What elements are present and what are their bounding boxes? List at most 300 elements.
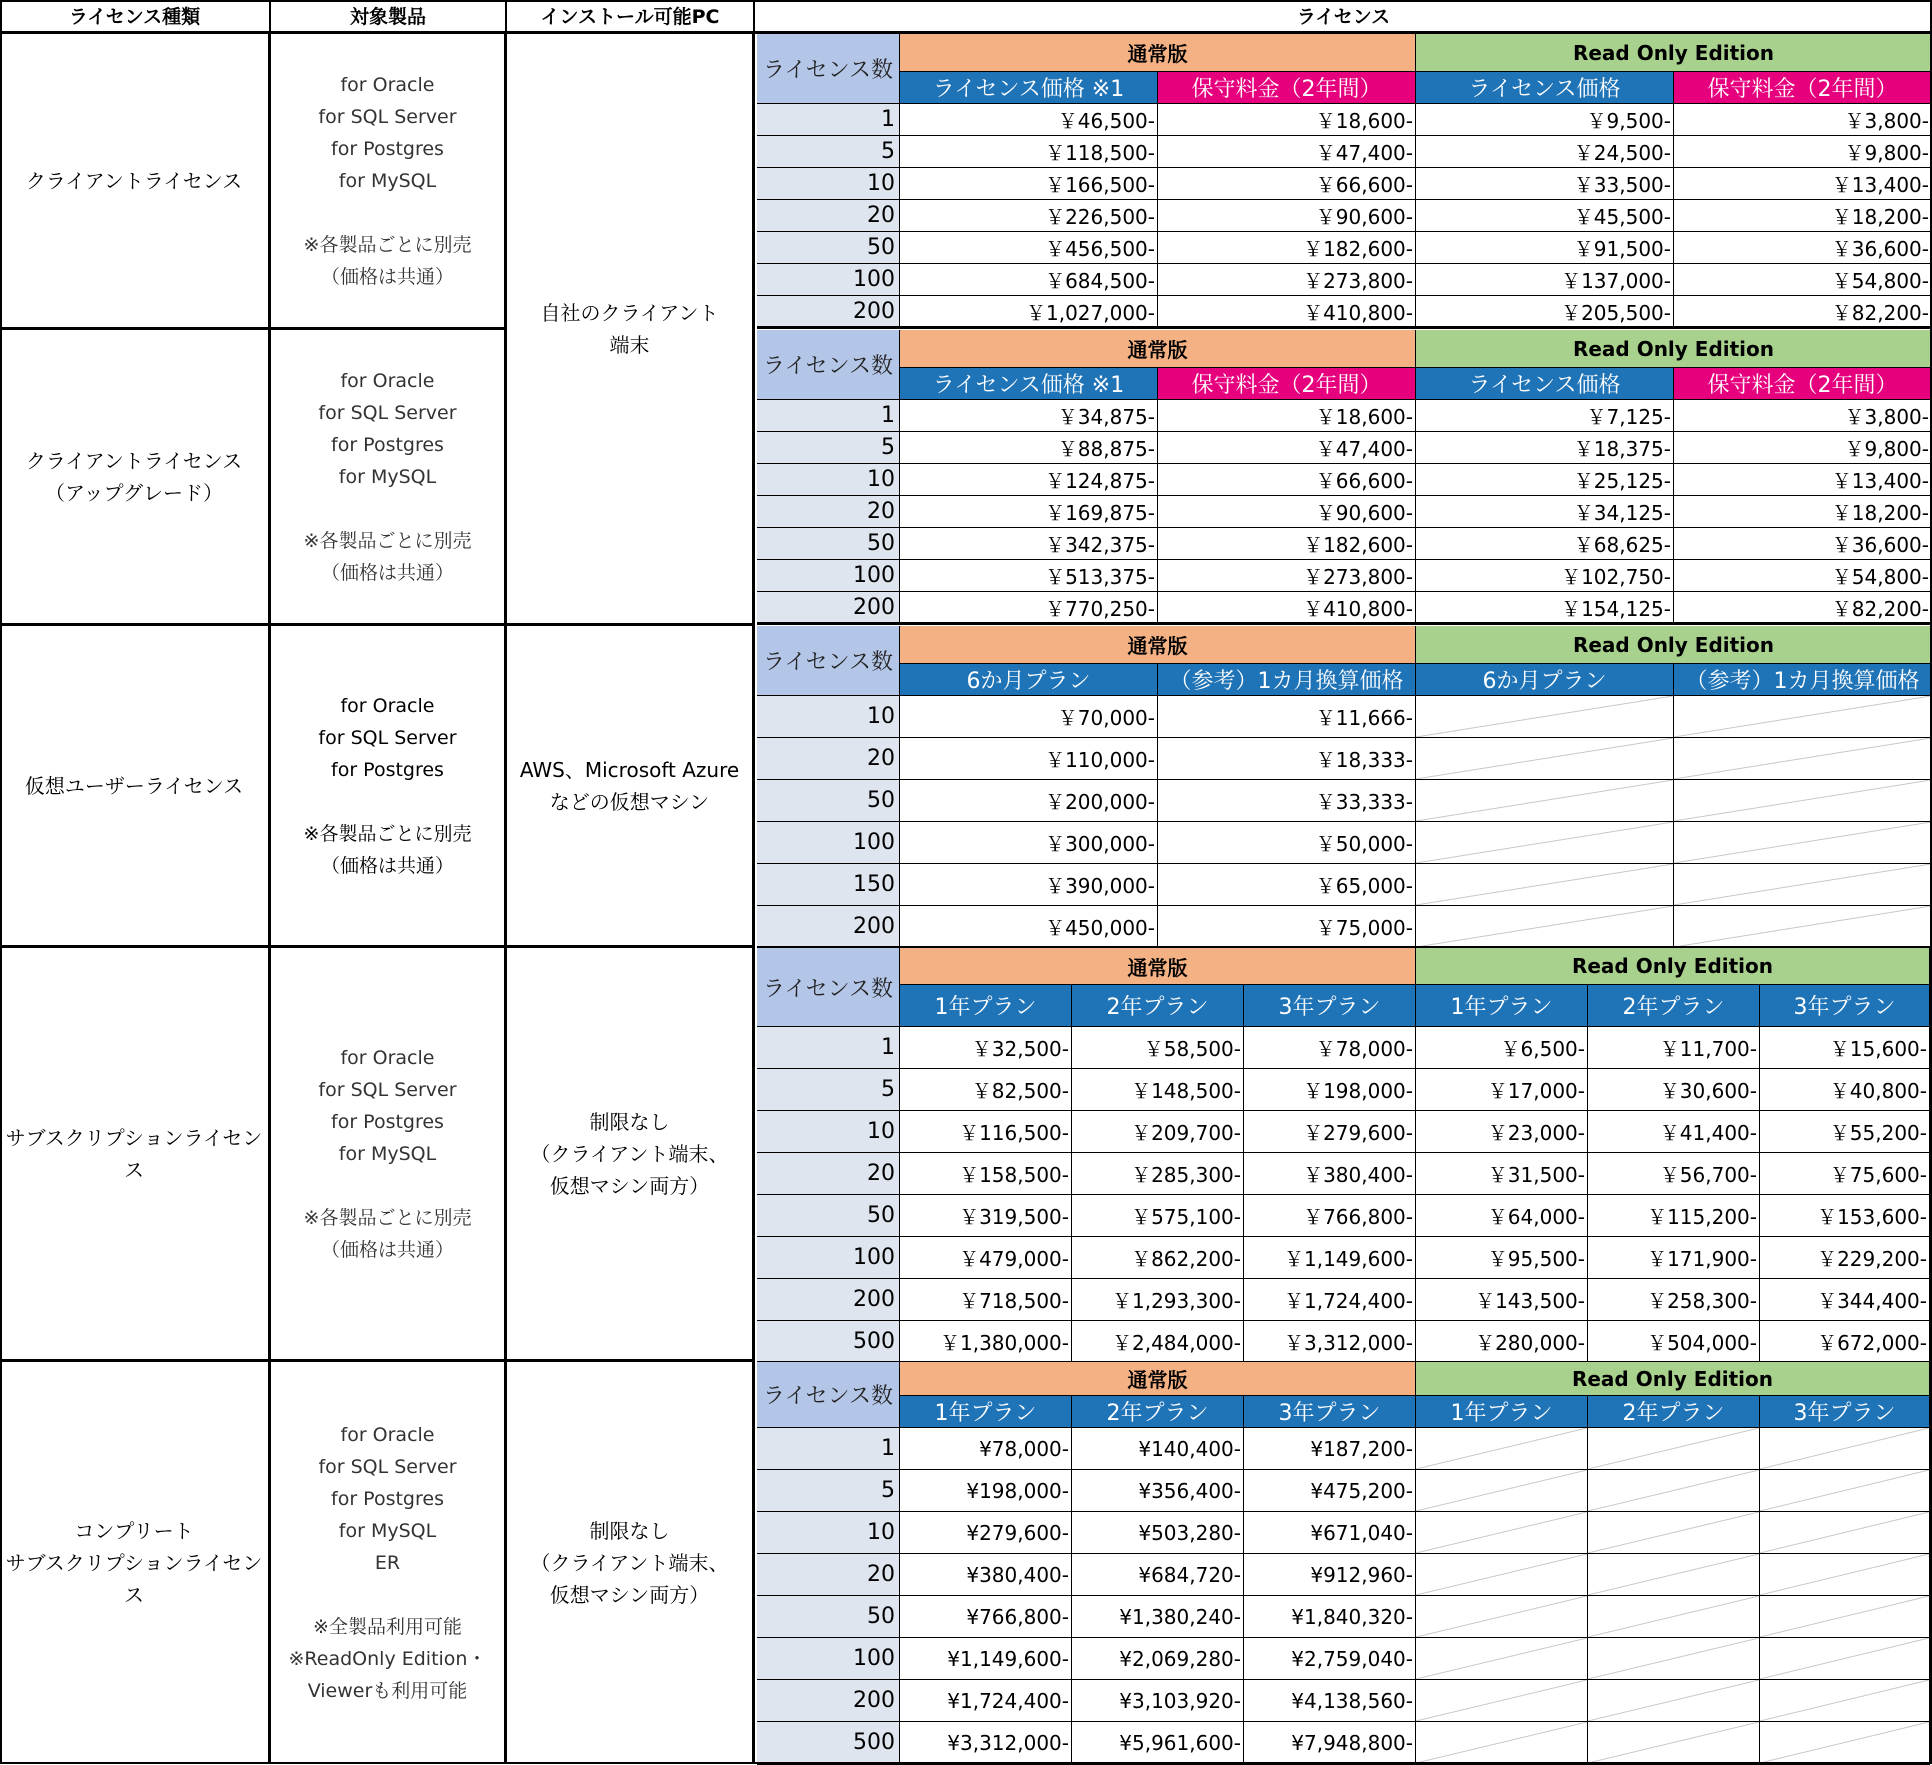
price-cell: ¥475,200- bbox=[1244, 1470, 1416, 1512]
license-type-cell bbox=[0, 948, 271, 1362]
license-count: 5 bbox=[757, 1470, 900, 1512]
products-cell bbox=[271, 626, 507, 948]
price-cell: ￥18,375- bbox=[1416, 432, 1674, 464]
column-header: 保守料金（2年間） bbox=[1158, 368, 1416, 400]
license-type-cell bbox=[0, 330, 271, 626]
column-header: 保守料金（2年間） bbox=[1674, 72, 1932, 104]
header-installable-pc: インストール可能PC bbox=[507, 0, 755, 34]
column-header: 2年プラン bbox=[1588, 985, 1760, 1027]
license-count-header: ライセンス数 bbox=[757, 330, 900, 400]
column-header: 3年プラン bbox=[1244, 1396, 1416, 1428]
price-cell: ￥171,900- bbox=[1588, 1237, 1760, 1279]
empty-cell bbox=[1588, 1428, 1760, 1470]
price-cell: ￥279,600- bbox=[1244, 1111, 1416, 1153]
diagonal-strike bbox=[1416, 906, 1673, 947]
price-cell: ￥11,700- bbox=[1588, 1027, 1760, 1069]
empty-cell bbox=[1416, 1722, 1588, 1764]
license-count: 150 bbox=[757, 864, 900, 906]
price-cell: ￥70,000- bbox=[900, 696, 1158, 738]
price-cell: ￥410,800- bbox=[1158, 592, 1416, 624]
price-cell: ¥1,840,320- bbox=[1244, 1596, 1416, 1638]
license-type-cell bbox=[0, 626, 271, 948]
price-cell: ¥503,280- bbox=[1072, 1512, 1244, 1554]
price-cell: ￥58,500- bbox=[1072, 1027, 1244, 1069]
price-cell: ￥344,400- bbox=[1760, 1279, 1930, 1321]
diagonal-strike bbox=[1416, 696, 1673, 737]
price-cell: ¥3,103,920- bbox=[1072, 1680, 1244, 1722]
diagonal-strike bbox=[1416, 1428, 1587, 1469]
price-cell: ￥116,500- bbox=[900, 1111, 1072, 1153]
normal-edition-header: 通常版 bbox=[900, 34, 1416, 72]
price-cell: ¥187,200- bbox=[1244, 1428, 1416, 1470]
empty-cell bbox=[1760, 1638, 1930, 1680]
price-cell: ￥718,500- bbox=[900, 1279, 1072, 1321]
diagonal-strike bbox=[1760, 1638, 1929, 1679]
price-cell: ￥410,800- bbox=[1158, 296, 1416, 328]
install-cell bbox=[507, 626, 755, 948]
price-cell: ￥137,000- bbox=[1416, 264, 1674, 296]
price-cell: ￥82,500- bbox=[900, 1069, 1072, 1111]
price-cell: ￥36,600- bbox=[1674, 232, 1932, 264]
price-cell: ¥78,000- bbox=[900, 1428, 1072, 1470]
price-cell: ￥15,600- bbox=[1760, 1027, 1930, 1069]
license-count: 200 bbox=[757, 906, 900, 948]
install-cell bbox=[507, 948, 755, 1362]
diagonal-strike bbox=[1416, 1680, 1587, 1721]
empty-cell bbox=[1416, 1596, 1588, 1638]
price-cell: ￥154,125- bbox=[1416, 592, 1674, 624]
price-cell: ￥1,293,300- bbox=[1072, 1279, 1244, 1321]
price-cell: ￥273,800- bbox=[1158, 560, 1416, 592]
column-header: ライセンス価格 bbox=[1416, 72, 1674, 104]
price-cell: ￥118,500- bbox=[900, 136, 1158, 168]
diagonal-strike bbox=[1416, 822, 1673, 863]
price-cell: ￥18,600- bbox=[1158, 104, 1416, 136]
price-cell: ￥504,000- bbox=[1588, 1321, 1760, 1363]
empty-cell bbox=[1416, 1680, 1588, 1722]
diagonal-strike bbox=[1416, 1722, 1587, 1763]
empty-cell bbox=[1588, 1638, 1760, 1680]
products-text: for Oracle for SQL Server for Postgres for MySQL ER ※全製品利用可能 ※ReadOnly Edition・ Viewerも利用可能 bbox=[288, 1424, 487, 1702]
diagonal-strike bbox=[1416, 1638, 1587, 1679]
license-count: 20 bbox=[757, 1554, 900, 1596]
price-cell: ￥68,625- bbox=[1416, 528, 1674, 560]
price-cell: ¥4,138,560- bbox=[1244, 1680, 1416, 1722]
price-cell: ￥54,800- bbox=[1674, 560, 1932, 592]
license-count-header: ライセンス数 bbox=[757, 1362, 900, 1428]
empty-cell bbox=[1588, 1470, 1760, 1512]
header-license: ライセンス bbox=[755, 0, 1932, 34]
price-cell: ￥30,600- bbox=[1588, 1069, 1760, 1111]
diagonal-strike bbox=[1588, 1596, 1759, 1637]
price-cell: ¥279,600- bbox=[900, 1512, 1072, 1554]
price-cell: ￥88,875- bbox=[900, 432, 1158, 464]
empty-cell bbox=[1416, 696, 1674, 738]
column-header: （参考）1カ月換算価格 bbox=[1158, 664, 1416, 696]
price-cell: ￥54,800- bbox=[1674, 264, 1932, 296]
price-cell: ￥258,300- bbox=[1588, 1279, 1760, 1321]
column-header: 2年プラン bbox=[1072, 1396, 1244, 1428]
price-cell: ￥82,200- bbox=[1674, 592, 1932, 624]
license-count: 50 bbox=[757, 1596, 900, 1638]
diagonal-strike bbox=[1760, 1596, 1929, 1637]
price-cell: ￥90,600- bbox=[1158, 496, 1416, 528]
price-cell: ￥65,000- bbox=[1158, 864, 1416, 906]
price-cell: ￥319,500- bbox=[900, 1195, 1072, 1237]
price-cell: ￥13,400- bbox=[1674, 464, 1932, 496]
empty-cell bbox=[1588, 1512, 1760, 1554]
price-cell: ￥479,000- bbox=[900, 1237, 1072, 1279]
license-count: 10 bbox=[757, 1111, 900, 1153]
price-cell: ￥75,600- bbox=[1760, 1153, 1930, 1195]
empty-cell bbox=[1674, 738, 1932, 780]
license-count-header: ライセンス数 bbox=[757, 948, 900, 1027]
readonly-edition-header: Read Only Edition bbox=[1416, 626, 1932, 664]
license-type-text: 仮想ユーザーライセンス bbox=[24, 773, 244, 798]
readonly-edition-header: Read Only Edition bbox=[1416, 1362, 1930, 1396]
readonly-edition-header: Read Only Edition bbox=[1416, 330, 1932, 368]
price-cell: ￥2,484,000- bbox=[1072, 1321, 1244, 1363]
empty-cell bbox=[1674, 906, 1932, 948]
diagonal-strike bbox=[1760, 1428, 1929, 1469]
license-count: 50 bbox=[757, 232, 900, 264]
price-cell: ￥342,375- bbox=[900, 528, 1158, 560]
diagonal-strike bbox=[1588, 1722, 1759, 1763]
products-text: for Oracle for SQL Server for Postgres for MySQL ※各製品ごとに別売 （価格は共通） bbox=[303, 1046, 472, 1261]
empty-cell bbox=[1760, 1596, 1930, 1638]
license-count: 50 bbox=[757, 1195, 900, 1237]
price-cell: ￥34,875- bbox=[900, 400, 1158, 432]
price-cell: ￥110,000- bbox=[900, 738, 1158, 780]
products-cell bbox=[271, 330, 507, 626]
price-cell: ￥1,380,000- bbox=[900, 1321, 1072, 1363]
price-cell: ￥18,200- bbox=[1674, 496, 1932, 528]
install-cell bbox=[507, 1362, 755, 1764]
diagonal-strike bbox=[1674, 738, 1931, 779]
license-type-text: サブスクリプションライセンス bbox=[5, 1125, 263, 1182]
price-cell: ￥47,400- bbox=[1158, 432, 1416, 464]
license-count: 100 bbox=[757, 1237, 900, 1279]
price-cell: ￥9,800- bbox=[1674, 136, 1932, 168]
price-cell: ￥66,600- bbox=[1158, 168, 1416, 200]
empty-cell bbox=[1416, 780, 1674, 822]
diagonal-strike bbox=[1588, 1428, 1759, 1469]
empty-cell bbox=[1416, 864, 1674, 906]
empty-cell bbox=[1588, 1596, 1760, 1638]
price-cell: ￥766,800- bbox=[1244, 1195, 1416, 1237]
price-cell: ￥862,200- bbox=[1072, 1237, 1244, 1279]
price-cell: ¥356,400- bbox=[1072, 1470, 1244, 1512]
diagonal-strike bbox=[1416, 1554, 1587, 1595]
license-count: 1 bbox=[757, 400, 900, 432]
empty-cell bbox=[1760, 1428, 1930, 1470]
price-cell: ￥380,400- bbox=[1244, 1153, 1416, 1195]
empty-cell bbox=[1674, 864, 1932, 906]
price-cell: ¥2,069,280- bbox=[1072, 1638, 1244, 1680]
license-count: 200 bbox=[757, 1279, 900, 1321]
license-type-cell bbox=[0, 34, 271, 330]
column-header: ライセンス価格 bbox=[1416, 368, 1674, 400]
normal-edition-header: 通常版 bbox=[900, 948, 1416, 985]
price-cell: ¥1,149,600- bbox=[900, 1638, 1072, 1680]
price-cell: ￥200,000- bbox=[900, 780, 1158, 822]
price-cell: ￥82,200- bbox=[1674, 296, 1932, 328]
install-text: 制限なし （クライアント端末、 仮想マシン両方） bbox=[530, 1519, 729, 1607]
empty-cell bbox=[1588, 1680, 1760, 1722]
price-cell: ￥31,500- bbox=[1416, 1153, 1588, 1195]
column-header: 3年プラン bbox=[1760, 1396, 1930, 1428]
column-header: 1年プラン bbox=[900, 1396, 1072, 1428]
diagonal-strike bbox=[1674, 906, 1931, 947]
price-cell: ￥148,500- bbox=[1072, 1069, 1244, 1111]
price-cell: ￥25,125- bbox=[1416, 464, 1674, 496]
price-cell: ￥182,600- bbox=[1158, 232, 1416, 264]
diagonal-strike bbox=[1588, 1680, 1759, 1721]
price-cell: ￥513,375- bbox=[900, 560, 1158, 592]
price-cell: ¥7,948,800- bbox=[1244, 1722, 1416, 1764]
diagonal-strike bbox=[1416, 864, 1673, 905]
price-cell: ￥6,500- bbox=[1416, 1027, 1588, 1069]
price-cell: ¥2,759,040- bbox=[1244, 1638, 1416, 1680]
diagonal-strike bbox=[1674, 696, 1931, 737]
column-header: 1年プラン bbox=[1416, 1396, 1588, 1428]
price-cell: ￥229,200- bbox=[1760, 1237, 1930, 1279]
price-cell: ￥91,500- bbox=[1416, 232, 1674, 264]
column-header: 保守料金（2年間） bbox=[1674, 368, 1932, 400]
license-count: 100 bbox=[757, 560, 900, 592]
install-text: AWS、Microsoft Azure などの仮想マシン bbox=[519, 757, 740, 814]
price-cell: ￥3,312,000- bbox=[1244, 1321, 1416, 1363]
products-text: for Oracle for SQL Server for Postgres for MySQL ※各製品ごとに別売 （価格は共通） bbox=[303, 73, 472, 288]
price-cell: ￥9,500- bbox=[1416, 104, 1674, 136]
price-cell: ￥55,200- bbox=[1760, 1111, 1930, 1153]
column-header: 3年プラン bbox=[1244, 985, 1416, 1027]
price-cell: ￥17,000- bbox=[1416, 1069, 1588, 1111]
price-cell: ￥684,500- bbox=[900, 264, 1158, 296]
price-cell: ￥1,724,400- bbox=[1244, 1279, 1416, 1321]
normal-edition-header: 通常版 bbox=[900, 1362, 1416, 1396]
normal-edition-header: 通常版 bbox=[900, 330, 1416, 368]
price-cell: ￥24,500- bbox=[1416, 136, 1674, 168]
price-cell: ￥158,500- bbox=[900, 1153, 1072, 1195]
diagonal-strike bbox=[1674, 822, 1931, 863]
column-header: 1年プラン bbox=[900, 985, 1072, 1027]
normal-edition-header: 通常版 bbox=[900, 626, 1416, 664]
price-cell: ￥95,500- bbox=[1416, 1237, 1588, 1279]
empty-cell bbox=[1416, 822, 1674, 864]
license-count: 200 bbox=[757, 296, 900, 328]
price-cell: ￥13,400- bbox=[1674, 168, 1932, 200]
diagonal-strike bbox=[1588, 1638, 1759, 1679]
products-cell bbox=[271, 1362, 507, 1764]
price-cell: ￥11,666- bbox=[1158, 696, 1416, 738]
license-count: 20 bbox=[757, 1153, 900, 1195]
price-cell: ￥18,200- bbox=[1674, 200, 1932, 232]
column-header: 2年プラン bbox=[1588, 1396, 1760, 1428]
column-header: ライセンス価格 ※1 bbox=[900, 368, 1158, 400]
products-cell bbox=[271, 34, 507, 330]
price-cell: ￥102,750- bbox=[1416, 560, 1674, 592]
price-cell: ￥285,300- bbox=[1072, 1153, 1244, 1195]
column-header: 6か月プラン bbox=[1416, 664, 1674, 696]
diagonal-strike bbox=[1760, 1512, 1929, 1553]
license-count: 200 bbox=[757, 1680, 900, 1722]
price-cell: ￥3,800- bbox=[1674, 104, 1932, 136]
license-count: 10 bbox=[757, 1512, 900, 1554]
price-cell: ￥36,600- bbox=[1674, 528, 1932, 560]
license-count: 100 bbox=[757, 822, 900, 864]
block-separator bbox=[757, 622, 1930, 625]
price-cell: ¥671,040- bbox=[1244, 1512, 1416, 1554]
price-cell: ￥18,600- bbox=[1158, 400, 1416, 432]
column-header: 2年プラン bbox=[1072, 985, 1244, 1027]
empty-cell bbox=[1416, 1554, 1588, 1596]
license-type-text: クライアントライセンス bbox=[25, 168, 243, 193]
price-cell: ￥78,000- bbox=[1244, 1027, 1416, 1069]
price-cell: ￥50,000- bbox=[1158, 822, 1416, 864]
license-count: 10 bbox=[757, 168, 900, 200]
price-cell: ¥3,312,000- bbox=[900, 1722, 1072, 1764]
license-count: 20 bbox=[757, 738, 900, 780]
column-header: 6か月プラン bbox=[900, 664, 1158, 696]
price-cell: ￥23,000- bbox=[1416, 1111, 1588, 1153]
price-cell: ￥3,800- bbox=[1674, 400, 1932, 432]
install-cell bbox=[507, 34, 755, 626]
block-separator bbox=[757, 326, 1930, 329]
header-target-product: 対象製品 bbox=[271, 0, 507, 34]
price-cell: ￥56,700- bbox=[1588, 1153, 1760, 1195]
empty-cell bbox=[1760, 1680, 1930, 1722]
install-text: 自社のクライアント 端末 bbox=[540, 300, 719, 357]
license-count: 10 bbox=[757, 464, 900, 496]
price-cell: ￥182,600- bbox=[1158, 528, 1416, 560]
diagonal-strike bbox=[1760, 1722, 1929, 1763]
price-cell: ￥770,250- bbox=[900, 592, 1158, 624]
empty-cell bbox=[1588, 1554, 1760, 1596]
diagonal-strike bbox=[1416, 738, 1673, 779]
empty-cell bbox=[1416, 1638, 1588, 1680]
price-cell: ¥766,800- bbox=[900, 1596, 1072, 1638]
empty-cell bbox=[1760, 1722, 1930, 1764]
products-text: for Oracle for SQL Server for Postgres ※各製品ごとに別売 （価格は共通） bbox=[303, 694, 472, 877]
diagonal-strike bbox=[1674, 780, 1931, 821]
diagonal-strike bbox=[1416, 1470, 1587, 1511]
price-cell: ￥45,500- bbox=[1416, 200, 1674, 232]
empty-cell bbox=[1760, 1554, 1930, 1596]
price-cell: ￥64,000- bbox=[1416, 1195, 1588, 1237]
price-cell: ¥140,400- bbox=[1072, 1428, 1244, 1470]
price-cell: ￥9,800- bbox=[1674, 432, 1932, 464]
license-count: 1 bbox=[757, 1428, 900, 1470]
price-cell: ￥575,100- bbox=[1072, 1195, 1244, 1237]
price-cell: ￥7,125- bbox=[1416, 400, 1674, 432]
price-cell: ￥205,500- bbox=[1416, 296, 1674, 328]
license-count: 500 bbox=[757, 1722, 900, 1764]
price-cell: ¥912,960- bbox=[1244, 1554, 1416, 1596]
license-count: 50 bbox=[757, 780, 900, 822]
price-cell: ￥90,600- bbox=[1158, 200, 1416, 232]
license-count: 100 bbox=[757, 1638, 900, 1680]
diagonal-strike bbox=[1416, 1512, 1587, 1553]
price-cell: ¥5,961,600- bbox=[1072, 1722, 1244, 1764]
license-count-header: ライセンス数 bbox=[757, 34, 900, 104]
license-type-cell bbox=[0, 1362, 271, 1764]
install-text: 制限なし （クライアント端末、 仮想マシン両方） bbox=[530, 1109, 729, 1198]
price-cell: ￥124,875- bbox=[900, 464, 1158, 496]
empty-cell bbox=[1674, 822, 1932, 864]
column-header: 保守料金（2年間） bbox=[1158, 72, 1416, 104]
price-cell: ￥198,000- bbox=[1244, 1069, 1416, 1111]
license-count: 5 bbox=[757, 136, 900, 168]
empty-cell bbox=[1760, 1470, 1930, 1512]
price-cell: ￥41,400- bbox=[1588, 1111, 1760, 1153]
price-cell: ￥153,600- bbox=[1760, 1195, 1930, 1237]
empty-cell bbox=[1416, 1470, 1588, 1512]
price-cell: ￥33,500- bbox=[1416, 168, 1674, 200]
diagonal-strike bbox=[1588, 1554, 1759, 1595]
readonly-edition-header: Read Only Edition bbox=[1416, 34, 1932, 72]
price-cell: ¥1,724,400- bbox=[900, 1680, 1072, 1722]
license-count: 500 bbox=[757, 1321, 900, 1363]
price-cell: ￥66,600- bbox=[1158, 464, 1416, 496]
price-cell: ¥380,400- bbox=[900, 1554, 1072, 1596]
price-cell: ￥273,800- bbox=[1158, 264, 1416, 296]
price-cell: ￥75,000- bbox=[1158, 906, 1416, 948]
license-count: 100 bbox=[757, 264, 900, 296]
empty-cell bbox=[1760, 1512, 1930, 1554]
diagonal-strike bbox=[1760, 1554, 1929, 1595]
column-header: ライセンス価格 ※1 bbox=[900, 72, 1158, 104]
price-cell: ￥18,333- bbox=[1158, 738, 1416, 780]
products-cell bbox=[271, 948, 507, 1362]
price-cell: ￥1,149,600- bbox=[1244, 1237, 1416, 1279]
license-count: 5 bbox=[757, 1069, 900, 1111]
empty-cell bbox=[1674, 780, 1932, 822]
price-cell: ￥47,400- bbox=[1158, 136, 1416, 168]
empty-cell bbox=[1416, 1428, 1588, 1470]
diagonal-strike bbox=[1416, 780, 1673, 821]
license-count: 1 bbox=[757, 1027, 900, 1069]
diagonal-strike bbox=[1588, 1512, 1759, 1553]
price-cell: ￥33,333- bbox=[1158, 780, 1416, 822]
empty-cell bbox=[1674, 696, 1932, 738]
diagonal-strike bbox=[1588, 1470, 1759, 1511]
column-header: 3年プラン bbox=[1760, 985, 1930, 1027]
price-cell: ￥166,500- bbox=[900, 168, 1158, 200]
license-count: 20 bbox=[757, 496, 900, 528]
column-header: （参考）1カ月換算価格 bbox=[1674, 664, 1932, 696]
license-count-header: ライセンス数 bbox=[757, 626, 900, 696]
price-cell: ¥1,380,240- bbox=[1072, 1596, 1244, 1638]
license-count: 50 bbox=[757, 528, 900, 560]
price-cell: ￥34,125- bbox=[1416, 496, 1674, 528]
products-text: for Oracle for SQL Server for Postgres for MySQL ※各製品ごとに別売 （価格は共通） bbox=[303, 369, 472, 584]
price-cell: ￥390,000- bbox=[900, 864, 1158, 906]
column-header: 1年プラン bbox=[1416, 985, 1588, 1027]
price-cell: ￥143,500- bbox=[1416, 1279, 1588, 1321]
price-cell: ￥169,875- bbox=[900, 496, 1158, 528]
price-cell: ￥40,800- bbox=[1760, 1069, 1930, 1111]
price-cell: ￥280,000- bbox=[1416, 1321, 1588, 1363]
diagonal-strike bbox=[1760, 1470, 1929, 1511]
price-cell: ￥450,000- bbox=[900, 906, 1158, 948]
diagonal-strike bbox=[1674, 864, 1931, 905]
license-count: 1 bbox=[757, 104, 900, 136]
empty-cell bbox=[1588, 1722, 1760, 1764]
diagonal-strike bbox=[1416, 1596, 1587, 1637]
license-count: 200 bbox=[757, 592, 900, 624]
price-cell: ¥684,720- bbox=[1072, 1554, 1244, 1596]
